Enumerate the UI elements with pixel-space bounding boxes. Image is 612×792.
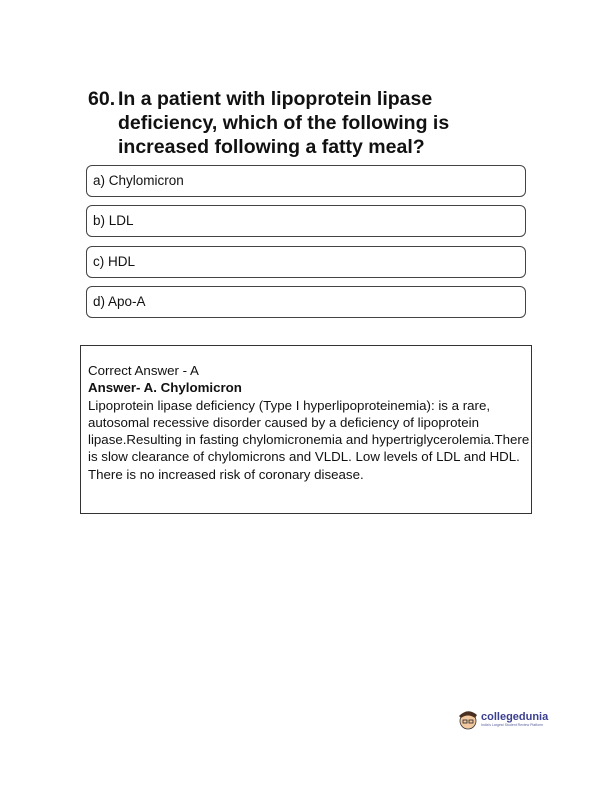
option-d[interactable]: d) Apo-A — [86, 286, 526, 318]
correct-answer: Correct Answer - A — [88, 363, 199, 378]
collegedunia-logo — [457, 707, 548, 731]
answer-box — [80, 345, 532, 514]
logo-name: collegedunia — [481, 711, 549, 723]
answer-heading: Answer- A. Chylomicron — [88, 380, 242, 396]
logo-tagline: India's Largest Student Review Platform — [481, 723, 544, 727]
option-a[interactable]: a) Chylomicron — [86, 165, 526, 197]
question — [88, 87, 518, 159]
answer-explanation: Lipoprotein lipase deficiency (Type I hyperlipoproteinemia): is a rare, autosomal recessive disorder caused by a deficiency of lipoprotein lipase.Resulting in fasting chylomicronemia and hypertriglycerolemia.There is slow clearance of chylomicrons and VLDL. Low levels of LDL and HDL. There is no increased risk of coronary disease. — [88, 397, 530, 482]
question-text: In a patient with lipoprotein lipase deficiency, which of the following is increased following a fatty meal? — [118, 88, 450, 158]
option-b[interactable]: b) LDL — [86, 205, 526, 237]
question-number: 60. — [88, 88, 116, 110]
mascot-icon — [457, 707, 479, 731]
option-c[interactable]: c) HDL — [86, 246, 526, 278]
